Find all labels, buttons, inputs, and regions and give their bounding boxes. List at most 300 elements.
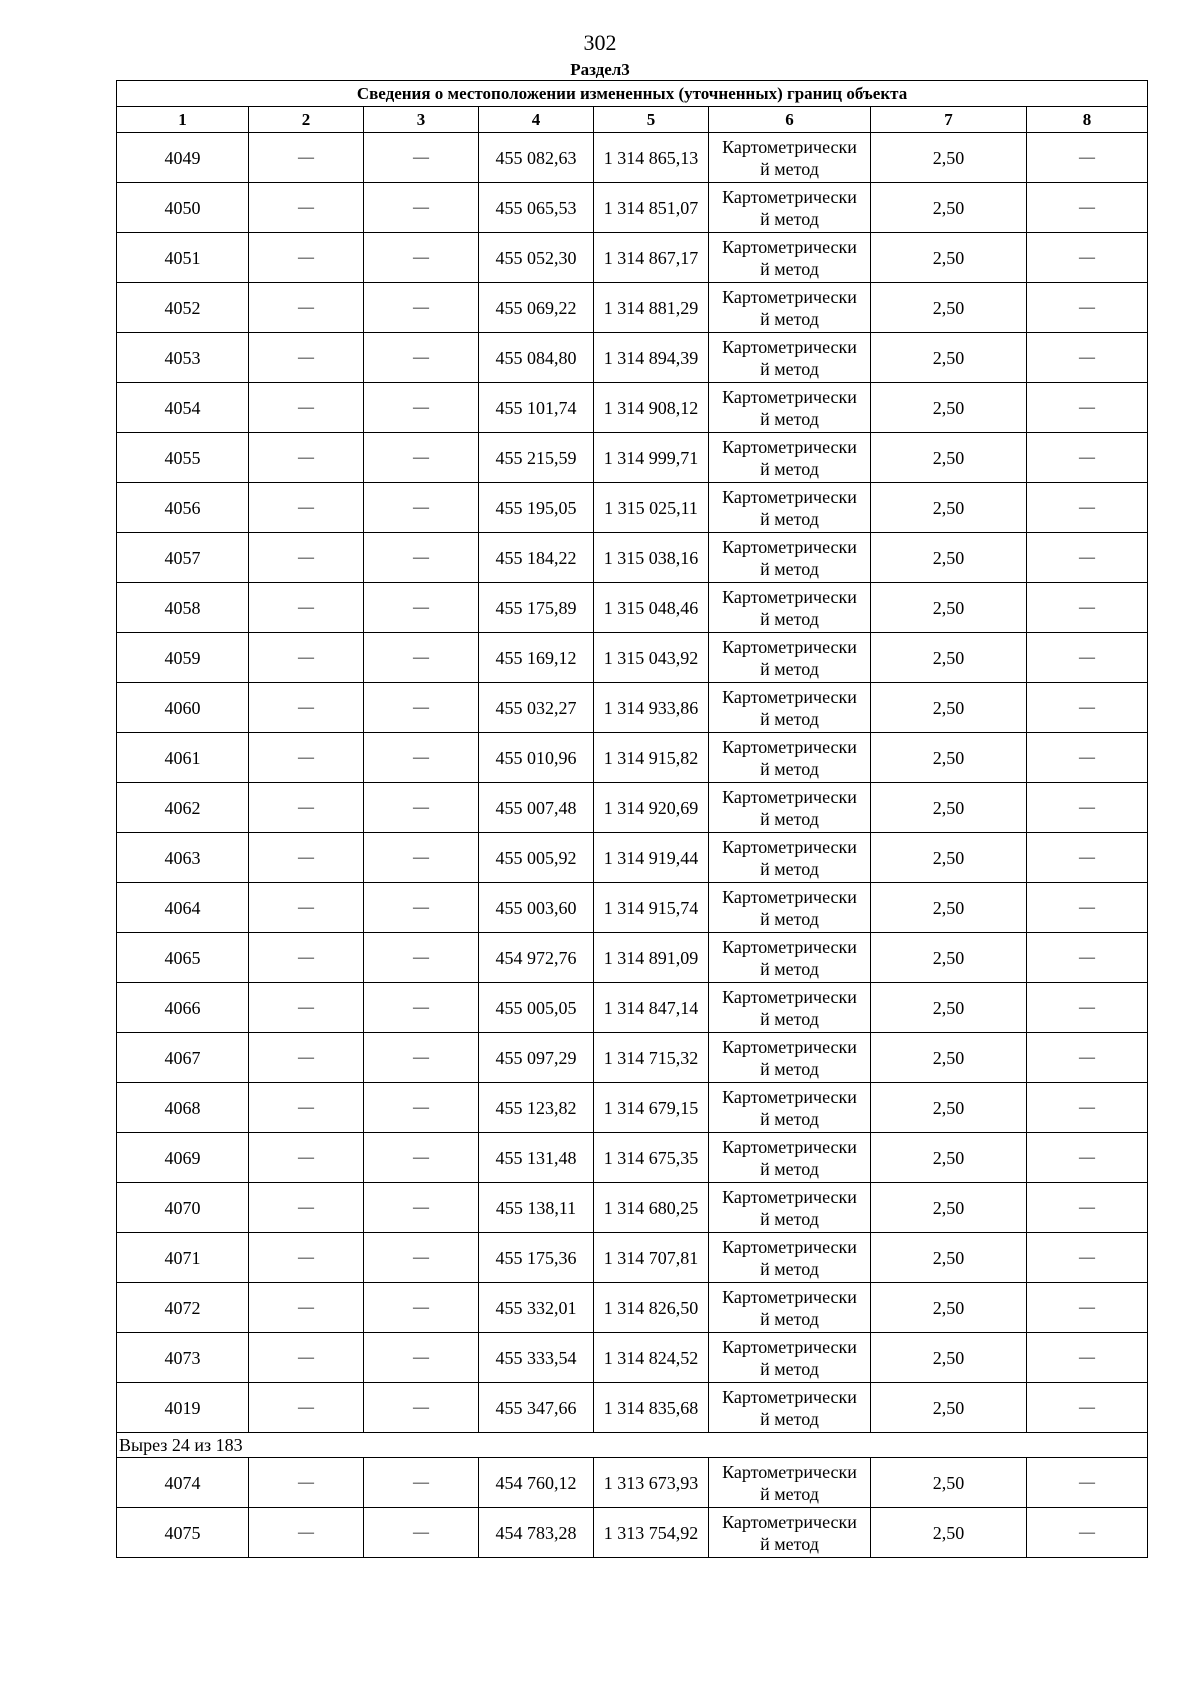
col2-dash: — xyxy=(249,283,364,333)
table-row xyxy=(117,783,1148,833)
col8-dash: — xyxy=(1027,183,1148,233)
cut-label: Вырез 24 из 183 xyxy=(117,1433,1148,1458)
point-number: 4019 xyxy=(117,1383,249,1433)
coord-x: 455 215,59 xyxy=(479,433,594,483)
precision: 2,50 xyxy=(871,733,1027,783)
col8-dash: — xyxy=(1027,533,1148,583)
column-number-8: 8 xyxy=(1027,107,1148,133)
method xyxy=(709,633,871,683)
table-row xyxy=(117,1508,1148,1558)
col8-dash: — xyxy=(1027,933,1148,983)
coord-y: 1 313 754,92 xyxy=(594,1508,709,1558)
method-line-1: Картометрически xyxy=(722,1136,857,1157)
method-line-2: й метод xyxy=(760,958,819,979)
table-row xyxy=(117,533,1148,583)
column-number-row xyxy=(117,107,1148,133)
table-row xyxy=(117,1458,1148,1508)
col2-dash: — xyxy=(249,533,364,583)
col2-dash: — xyxy=(249,1083,364,1133)
coord-y: 1 315 025,11 xyxy=(594,483,709,533)
point-number: 4058 xyxy=(117,583,249,633)
coord-x: 455 169,12 xyxy=(479,633,594,683)
coord-x: 455 084,80 xyxy=(479,333,594,383)
point-number: 4069 xyxy=(117,1133,249,1183)
coord-x: 455 175,89 xyxy=(479,583,594,633)
method-line-1: Картометрически xyxy=(722,1236,857,1257)
col3-dash: — xyxy=(364,533,479,583)
table-row xyxy=(117,733,1148,783)
method xyxy=(709,983,871,1033)
table-row xyxy=(117,283,1148,333)
precision: 2,50 xyxy=(871,583,1027,633)
col3-dash: — xyxy=(364,383,479,433)
col3-dash: — xyxy=(364,333,479,383)
col2-dash: — xyxy=(249,483,364,533)
method-line-1: Картометрически xyxy=(722,586,857,607)
coord-x: 455 101,74 xyxy=(479,383,594,433)
method xyxy=(709,683,871,733)
precision: 2,50 xyxy=(871,483,1027,533)
method-line-1: Картометрически xyxy=(722,786,857,807)
method xyxy=(709,433,871,483)
col2-dash: — xyxy=(249,1508,364,1558)
method-line-2: й метод xyxy=(760,1408,819,1429)
point-number: 4065 xyxy=(117,933,249,983)
coord-y: 1 314 865,13 xyxy=(594,133,709,183)
point-number: 4071 xyxy=(117,1233,249,1283)
col2-dash: — xyxy=(249,233,364,283)
col2-dash: — xyxy=(249,1283,364,1333)
col3-dash: — xyxy=(364,483,479,533)
col8-dash: — xyxy=(1027,133,1148,183)
precision: 2,50 xyxy=(871,933,1027,983)
method-line-1: Картометрически xyxy=(722,1461,857,1482)
col3-dash: — xyxy=(364,133,479,183)
col8-dash: — xyxy=(1027,1083,1148,1133)
col2-dash: — xyxy=(249,183,364,233)
method-line-1: Картометрически xyxy=(722,836,857,857)
point-number: 4049 xyxy=(117,133,249,183)
col2-dash: — xyxy=(249,833,364,883)
method-line-2: й метод xyxy=(760,258,819,279)
table-body-main xyxy=(117,133,1148,1433)
method xyxy=(709,833,871,883)
col8-dash: — xyxy=(1027,1283,1148,1333)
table-row xyxy=(117,583,1148,633)
method xyxy=(709,383,871,433)
column-number-5: 5 xyxy=(594,107,709,133)
method xyxy=(709,1283,871,1333)
point-number: 4056 xyxy=(117,483,249,533)
precision: 2,50 xyxy=(871,1183,1027,1233)
coord-y: 1 314 715,32 xyxy=(594,1033,709,1083)
coord-x: 454 972,76 xyxy=(479,933,594,983)
method xyxy=(709,333,871,383)
column-number-2: 2 xyxy=(249,107,364,133)
col8-dash: — xyxy=(1027,1333,1148,1383)
col2-dash: — xyxy=(249,1033,364,1083)
method xyxy=(709,133,871,183)
coord-x: 455 175,36 xyxy=(479,1233,594,1283)
precision: 2,50 xyxy=(871,833,1027,883)
method-line-2: й метод xyxy=(760,1108,819,1129)
table-row xyxy=(117,1133,1148,1183)
coord-y: 1 314 891,09 xyxy=(594,933,709,983)
column-number-1: 1 xyxy=(117,107,249,133)
method xyxy=(709,1233,871,1283)
col3-dash: — xyxy=(364,583,479,633)
method-line-1: Картометрически xyxy=(722,236,857,257)
method-line-2: й метод xyxy=(760,458,819,479)
precision: 2,50 xyxy=(871,1083,1027,1133)
coord-y: 1 315 043,92 xyxy=(594,633,709,683)
coord-x: 455 138,11 xyxy=(479,1183,594,1233)
coord-x: 455 195,05 xyxy=(479,483,594,533)
point-number: 4050 xyxy=(117,183,249,233)
method-line-2: й метод xyxy=(760,308,819,329)
precision: 2,50 xyxy=(871,1508,1027,1558)
coord-x: 455 097,29 xyxy=(479,1033,594,1083)
precision: 2,50 xyxy=(871,883,1027,933)
precision: 2,50 xyxy=(871,633,1027,683)
col3-dash: — xyxy=(364,883,479,933)
coord-y: 1 314 915,82 xyxy=(594,733,709,783)
cut-row xyxy=(117,1433,1148,1458)
col3-dash: — xyxy=(364,733,479,783)
precision: 2,50 xyxy=(871,183,1027,233)
coord-y: 1 314 915,74 xyxy=(594,883,709,933)
coord-y: 1 314 680,25 xyxy=(594,1183,709,1233)
col2-dash: — xyxy=(249,133,364,183)
col3-dash: — xyxy=(364,1233,479,1283)
col2-dash: — xyxy=(249,633,364,683)
coord-y: 1 314 919,44 xyxy=(594,833,709,883)
col2-dash: — xyxy=(249,1183,364,1233)
method-line-2: й метод xyxy=(760,658,819,679)
method-line-2: й метод xyxy=(760,358,819,379)
coord-y: 1 314 894,39 xyxy=(594,333,709,383)
point-number: 4064 xyxy=(117,883,249,933)
section-title: Раздел3 xyxy=(570,60,630,79)
method-line-2: й метод xyxy=(760,1258,819,1279)
precision: 2,50 xyxy=(871,1033,1027,1083)
coord-x: 455 131,48 xyxy=(479,1133,594,1183)
coord-x: 455 010,96 xyxy=(479,733,594,783)
col8-dash: — xyxy=(1027,783,1148,833)
method xyxy=(709,183,871,233)
coord-y: 1 314 867,17 xyxy=(594,233,709,283)
method-line-1: Картометрически xyxy=(722,436,857,457)
method-line-1: Картометрически xyxy=(722,386,857,407)
table-row xyxy=(117,1033,1148,1083)
method-line-1: Картометрически xyxy=(722,636,857,657)
method-line-2: й метод xyxy=(760,1058,819,1079)
method-line-2: й метод xyxy=(760,808,819,829)
method-line-1: Картометрически xyxy=(722,1386,857,1407)
table-row xyxy=(117,333,1148,383)
table-row xyxy=(117,1183,1148,1233)
point-number: 4057 xyxy=(117,533,249,583)
col8-dash: — xyxy=(1027,1033,1148,1083)
col8-dash: — xyxy=(1027,1133,1148,1183)
precision: 2,50 xyxy=(871,333,1027,383)
table-row xyxy=(117,983,1148,1033)
col3-dash: — xyxy=(364,1383,479,1433)
col8-dash: — xyxy=(1027,483,1148,533)
point-number: 4051 xyxy=(117,233,249,283)
precision: 2,50 xyxy=(871,133,1027,183)
coord-y: 1 314 908,12 xyxy=(594,383,709,433)
coord-y: 1 314 851,07 xyxy=(594,183,709,233)
point-number: 4061 xyxy=(117,733,249,783)
method-line-1: Картометрически xyxy=(722,686,857,707)
coord-y: 1 314 679,15 xyxy=(594,1083,709,1133)
table-row xyxy=(117,183,1148,233)
column-number-7: 7 xyxy=(871,107,1027,133)
point-number: 4070 xyxy=(117,1183,249,1233)
coord-y: 1 314 881,29 xyxy=(594,283,709,333)
coord-x: 455 032,27 xyxy=(479,683,594,733)
method-line-2: й метод xyxy=(760,858,819,879)
col2-dash: — xyxy=(249,1133,364,1183)
col2-dash: — xyxy=(249,1233,364,1283)
point-number: 4075 xyxy=(117,1508,249,1558)
col8-dash: — xyxy=(1027,683,1148,733)
coord-x: 455 184,22 xyxy=(479,533,594,583)
col8-dash: — xyxy=(1027,233,1148,283)
method-line-2: й метод xyxy=(760,1308,819,1329)
method xyxy=(709,1508,871,1558)
precision: 2,50 xyxy=(871,683,1027,733)
coord-x: 455 005,92 xyxy=(479,833,594,883)
method xyxy=(709,783,871,833)
coord-y: 1 315 048,46 xyxy=(594,583,709,633)
coord-y: 1 314 847,14 xyxy=(594,983,709,1033)
point-number: 4062 xyxy=(117,783,249,833)
coord-y: 1 314 835,68 xyxy=(594,1383,709,1433)
coord-x: 455 065,53 xyxy=(479,183,594,233)
coord-y: 1 314 707,81 xyxy=(594,1233,709,1283)
method-line-2: й метод xyxy=(760,508,819,529)
precision: 2,50 xyxy=(871,1333,1027,1383)
col3-dash: — xyxy=(364,283,479,333)
coordinates-table xyxy=(116,80,1148,1558)
table-row xyxy=(117,1283,1148,1333)
method-line-2: й метод xyxy=(760,208,819,229)
col8-dash: — xyxy=(1027,733,1148,783)
table-row xyxy=(117,383,1148,433)
point-number: 4073 xyxy=(117,1333,249,1383)
coord-y: 1 313 673,93 xyxy=(594,1458,709,1508)
column-number-6: 6 xyxy=(709,107,871,133)
col8-dash: — xyxy=(1027,433,1148,483)
precision: 2,50 xyxy=(871,783,1027,833)
method xyxy=(709,1033,871,1083)
col8-dash: — xyxy=(1027,283,1148,333)
point-number: 4055 xyxy=(117,433,249,483)
precision: 2,50 xyxy=(871,1233,1027,1283)
col3-dash: — xyxy=(364,1033,479,1083)
table-row xyxy=(117,1383,1148,1433)
method xyxy=(709,533,871,583)
col2-dash: — xyxy=(249,1333,364,1383)
col3-dash: — xyxy=(364,1333,479,1383)
col3-dash: — xyxy=(364,983,479,1033)
col2-dash: — xyxy=(249,1458,364,1508)
coord-x: 455 347,66 xyxy=(479,1383,594,1433)
method xyxy=(709,733,871,783)
method xyxy=(709,1133,871,1183)
method-line-2: й метод xyxy=(760,708,819,729)
precision: 2,50 xyxy=(871,983,1027,1033)
point-number: 4052 xyxy=(117,283,249,333)
table-row xyxy=(117,433,1148,483)
point-number: 4068 xyxy=(117,1083,249,1133)
coord-y: 1 314 675,35 xyxy=(594,1133,709,1183)
col8-dash: — xyxy=(1027,1233,1148,1283)
method xyxy=(709,1083,871,1133)
method-line-2: й метод xyxy=(760,158,819,179)
col3-dash: — xyxy=(364,633,479,683)
method-line-1: Картометрически xyxy=(722,336,857,357)
col2-dash: — xyxy=(249,733,364,783)
coord-y: 1 315 038,16 xyxy=(594,533,709,583)
col8-dash: — xyxy=(1027,1508,1148,1558)
column-number-4: 4 xyxy=(479,107,594,133)
col2-dash: — xyxy=(249,683,364,733)
coord-y: 1 314 824,52 xyxy=(594,1333,709,1383)
col2-dash: — xyxy=(249,333,364,383)
method xyxy=(709,883,871,933)
col2-dash: — xyxy=(249,383,364,433)
table-row xyxy=(117,233,1148,283)
col3-dash: — xyxy=(364,683,479,733)
precision: 2,50 xyxy=(871,433,1027,483)
col8-dash: — xyxy=(1027,1183,1148,1233)
method-line-2: й метод xyxy=(760,1158,819,1179)
col3-dash: — xyxy=(364,833,479,883)
method-line-1: Картометрически xyxy=(722,1086,857,1107)
method-line-1: Картометрически xyxy=(722,936,857,957)
coord-y: 1 314 826,50 xyxy=(594,1283,709,1333)
table-caption: Сведения о местоположении измененных (уточненных) границ объекта xyxy=(117,81,1148,107)
point-number: 4074 xyxy=(117,1458,249,1508)
table-row xyxy=(117,833,1148,883)
col8-dash: — xyxy=(1027,383,1148,433)
method-line-1: Картометрически xyxy=(722,1286,857,1307)
precision: 2,50 xyxy=(871,233,1027,283)
method-line-2: й метод xyxy=(760,1208,819,1229)
col3-dash: — xyxy=(364,1283,479,1333)
col2-dash: — xyxy=(249,783,364,833)
method-line-2: й метод xyxy=(760,1358,819,1379)
point-number: 4060 xyxy=(117,683,249,733)
col3-dash: — xyxy=(364,1183,479,1233)
precision: 2,50 xyxy=(871,1383,1027,1433)
method xyxy=(709,583,871,633)
col8-dash: — xyxy=(1027,883,1148,933)
point-number: 4072 xyxy=(117,1283,249,1333)
col2-dash: — xyxy=(249,933,364,983)
col3-dash: — xyxy=(364,1133,479,1183)
col8-dash: — xyxy=(1027,833,1148,883)
col2-dash: — xyxy=(249,883,364,933)
table-row xyxy=(117,933,1148,983)
col3-dash: — xyxy=(364,1508,479,1558)
coord-x: 455 005,05 xyxy=(479,983,594,1033)
method-line-1: Картометрически xyxy=(722,1336,857,1357)
method-line-1: Картометрически xyxy=(722,186,857,207)
method-line-2: й метод xyxy=(760,558,819,579)
col2-dash: — xyxy=(249,583,364,633)
method-line-2: й метод xyxy=(760,1483,819,1504)
method-line-1: Картометрически xyxy=(722,1511,857,1532)
method-line-1: Картометрически xyxy=(722,1186,857,1207)
coord-y: 1 314 920,69 xyxy=(594,783,709,833)
coord-x: 455 007,48 xyxy=(479,783,594,833)
point-number: 4054 xyxy=(117,383,249,433)
col8-dash: — xyxy=(1027,583,1148,633)
coord-x: 455 123,82 xyxy=(479,1083,594,1133)
coord-x: 455 003,60 xyxy=(479,883,594,933)
coord-y: 1 314 933,86 xyxy=(594,683,709,733)
method-line-1: Картометрически xyxy=(722,1036,857,1057)
table-row xyxy=(117,133,1148,183)
col8-dash: — xyxy=(1027,1383,1148,1433)
col8-dash: — xyxy=(1027,333,1148,383)
method xyxy=(709,483,871,533)
method-line-2: й метод xyxy=(760,908,819,929)
precision: 2,50 xyxy=(871,1133,1027,1183)
col3-dash: — xyxy=(364,783,479,833)
method-line-2: й метод xyxy=(760,1533,819,1554)
page-number: 302 xyxy=(583,30,617,55)
precision: 2,50 xyxy=(871,1283,1027,1333)
method-line-1: Картометрически xyxy=(722,886,857,907)
table-row xyxy=(117,633,1148,683)
method-line-1: Картометрически xyxy=(722,736,857,757)
method xyxy=(709,1458,871,1508)
col3-dash: — xyxy=(364,933,479,983)
col3-dash: — xyxy=(364,183,479,233)
coord-x: 455 069,22 xyxy=(479,283,594,333)
col2-dash: — xyxy=(249,1383,364,1433)
method xyxy=(709,1333,871,1383)
coord-x: 454 783,28 xyxy=(479,1508,594,1558)
col8-dash: — xyxy=(1027,1458,1148,1508)
table-row xyxy=(117,683,1148,733)
table-row xyxy=(117,1233,1148,1283)
method-line-1: Картометрически xyxy=(722,286,857,307)
coord-x: 454 760,12 xyxy=(479,1458,594,1508)
method-line-1: Картометрически xyxy=(722,986,857,1007)
method-line-2: й метод xyxy=(760,758,819,779)
table-row xyxy=(117,883,1148,933)
point-number: 4053 xyxy=(117,333,249,383)
method-line-1: Картометрически xyxy=(722,536,857,557)
table-row xyxy=(117,483,1148,533)
precision: 2,50 xyxy=(871,383,1027,433)
table-row xyxy=(117,1333,1148,1383)
col2-dash: — xyxy=(249,983,364,1033)
point-number: 4059 xyxy=(117,633,249,683)
method xyxy=(709,233,871,283)
col3-dash: — xyxy=(364,1458,479,1508)
col2-dash: — xyxy=(249,433,364,483)
method-line-1: Картометрически xyxy=(722,136,857,157)
method-line-2: й метод xyxy=(760,608,819,629)
col3-dash: — xyxy=(364,233,479,283)
